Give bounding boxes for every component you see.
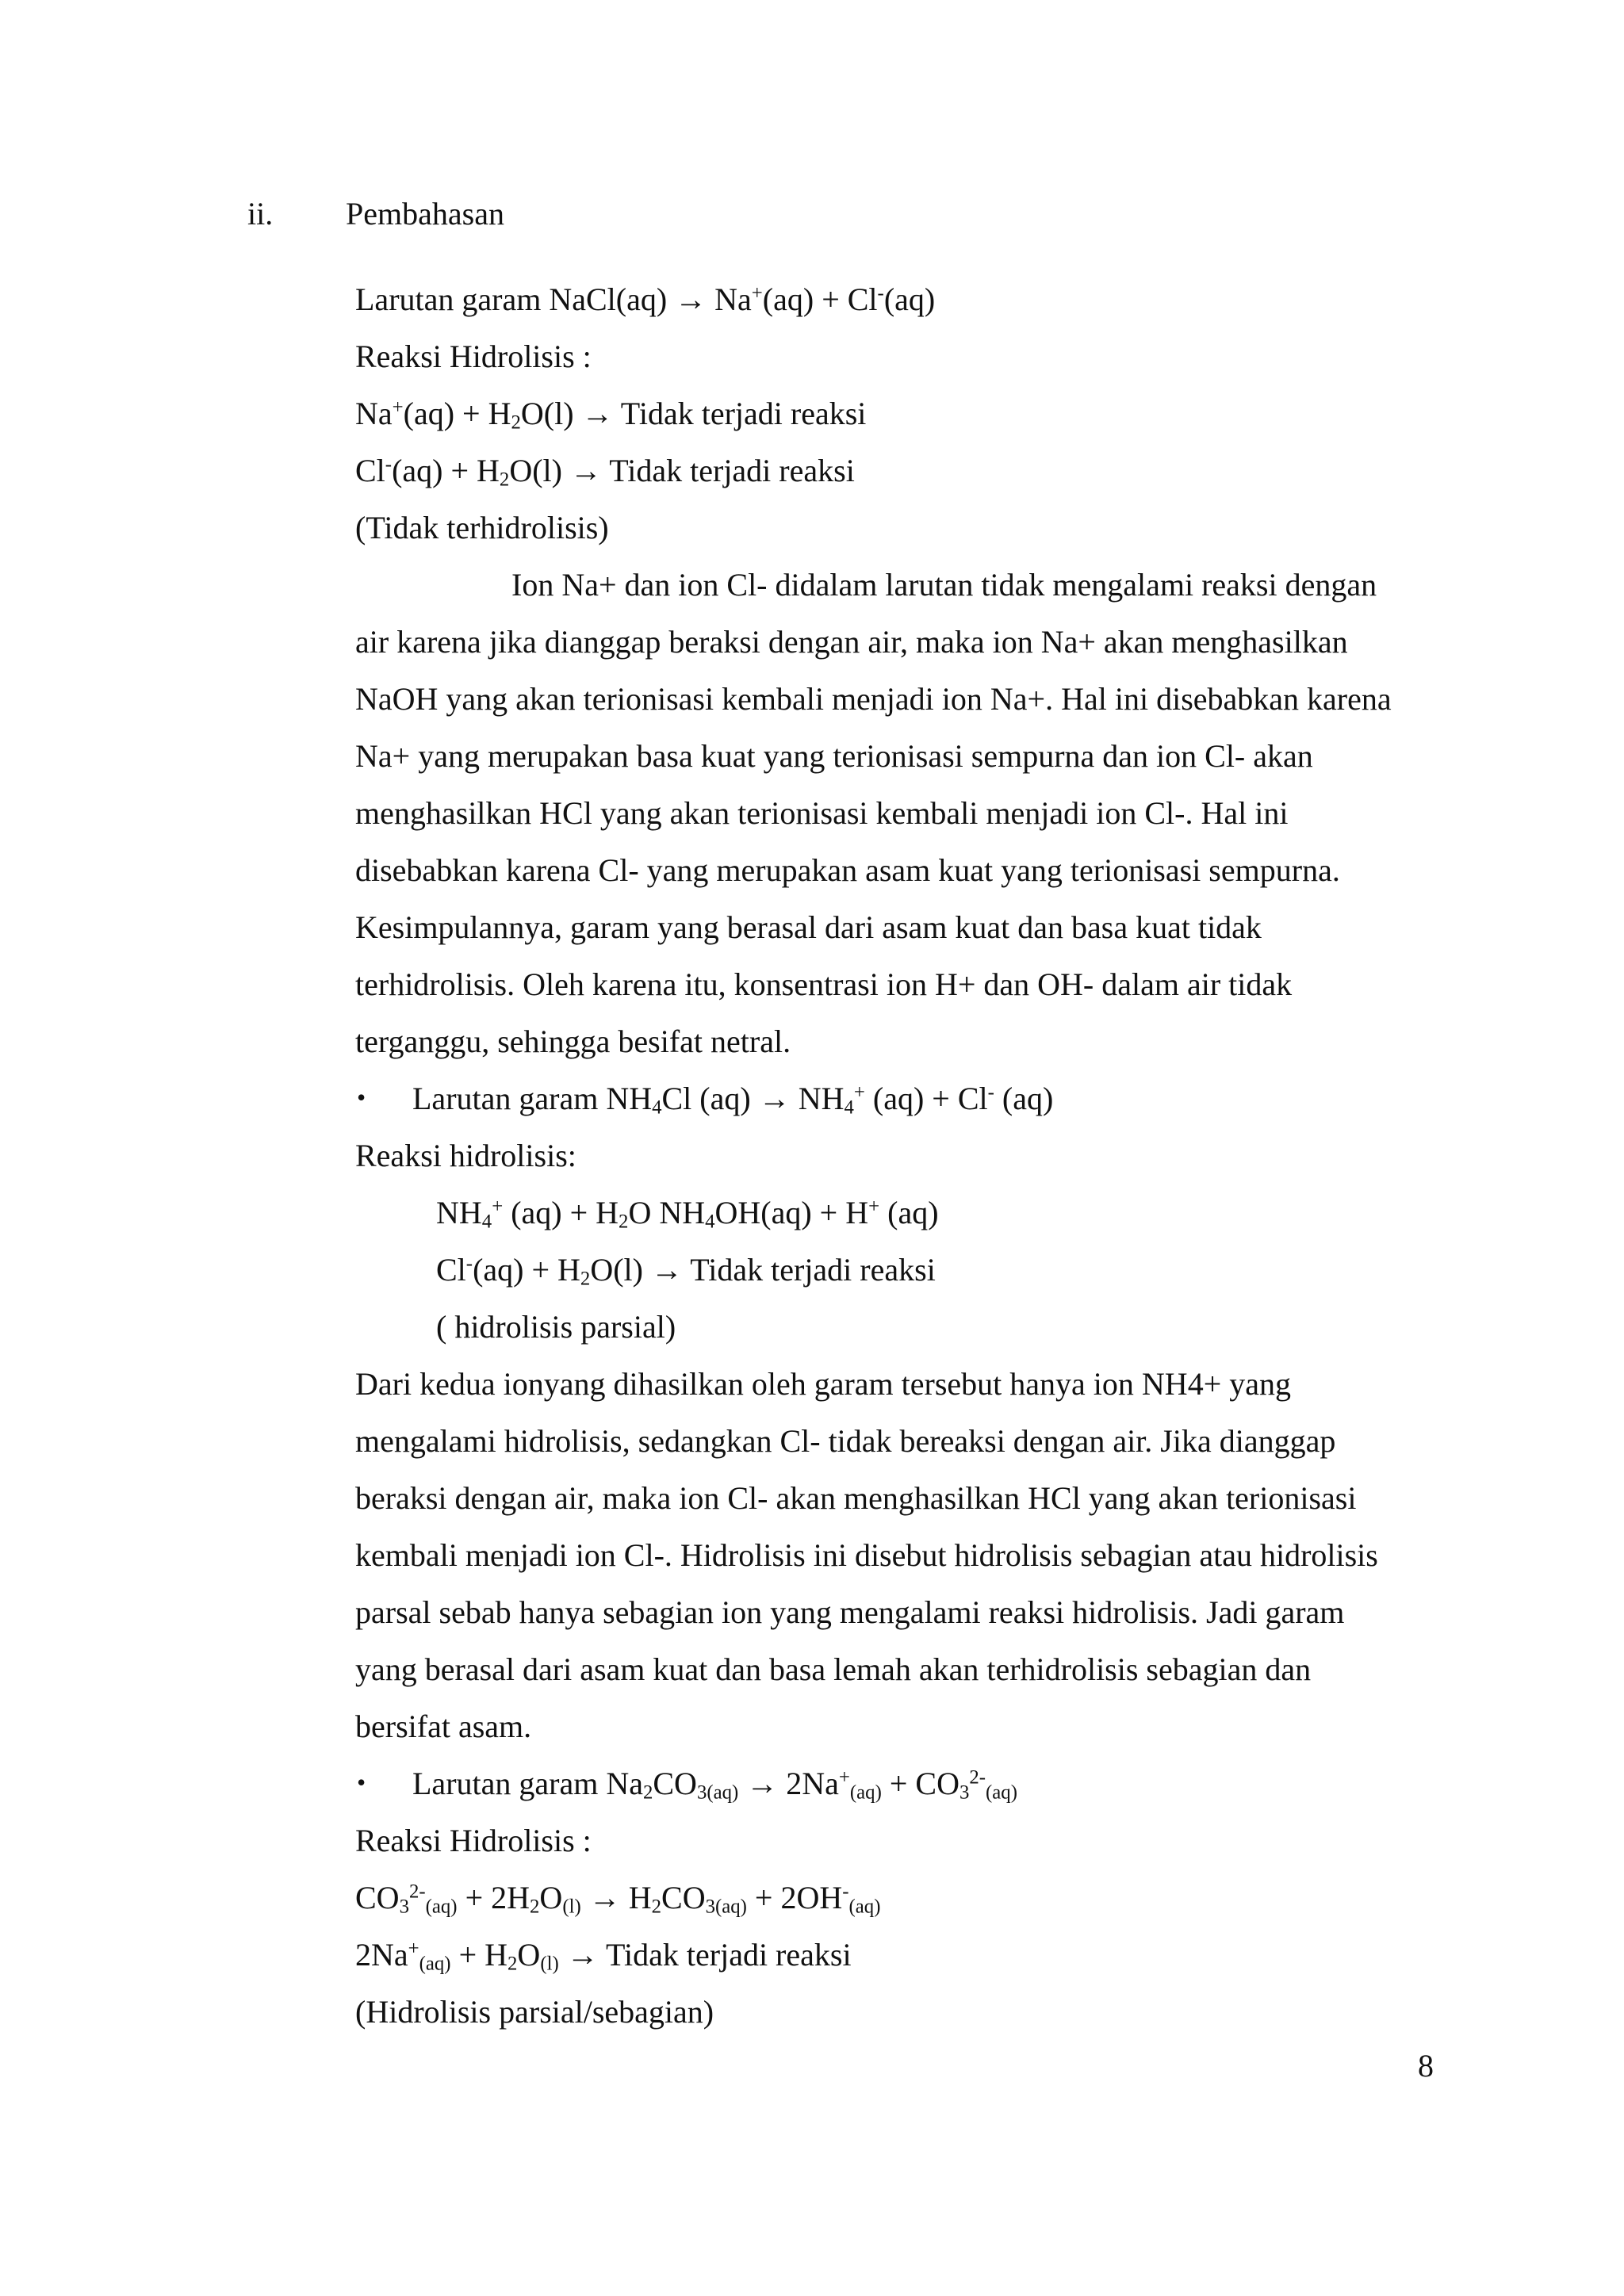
nacl-note: (Tidak terhidrolisis) [355, 510, 609, 545]
nacl-para-line: air karena jika dianggap beraksi dengan air, maka ion Na+ akan menghasilkan [355, 624, 1348, 660]
na2co3-dissociation: Larutan garam $Na_2CO_{3(aq)} \to 2Na^+_{(aq)} + CO_3^{2-}_{(aq)}$ [412, 1766, 1017, 1804]
na2co3-reaction-1: $CO_3^{2-}_{(aq)} + 2H_2O_{(l)} \to H_2CO_{3(aq)} + 2OH^-_{(aq)}$ [355, 1880, 881, 1918]
nacl-reaction-2: $Cl^-(aq) + H_2O(l)$ → Tidak terjadi reaksi [355, 453, 855, 491]
na2co3-reaction-2: $2Na^+_{(aq)} + H_2O_{(l)}$ → Tidak terjadi reaksi [355, 1937, 852, 1975]
nh4cl-para-line: mengalami hidrolisis, sedangkan Cl- tidak bereaksi dengan air. Jika dianggap [355, 1423, 1336, 1459]
nacl-reaction-1: $Na^+(aq) + H_2O(l)$ → Tidak terjadi reaksi [355, 396, 867, 434]
nh4cl-reaction-2: $Cl^-(aq) + H_2O(l)$ → Tidak terjadi reaksi [436, 1252, 936, 1290]
bullet-na2co3: • [357, 1768, 366, 1797]
nacl-para-line: terganggu, sehingga besifat netral. [355, 1024, 791, 1059]
nacl-para-line: Kesimpulannya, garam yang berasal dari asam kuat dan basa kuat tidak [355, 909, 1262, 945]
nacl-para-line: Ion Na+ dan ion Cl- didalam larutan tidak mengalami reaksi dengan [511, 567, 1377, 603]
nacl-para-line: Na+ yang merupakan basa kuat yang terionisasi sempurna dan ion Cl- akan [355, 738, 1313, 774]
section-number: ii. [247, 196, 274, 232]
nh4cl-para-line: bersifat asam. [355, 1709, 532, 1744]
section-title: Pembahasan [346, 196, 504, 232]
nacl-para-line: terhidrolisis. Oleh karena itu, konsentrasi ion H+ dan OH- dalam air tidak [355, 966, 1293, 1002]
nh4cl-hydrolysis-heading: Reaksi hidrolisis: [355, 1138, 576, 1173]
na2co3-hydrolysis-heading: Reaksi Hidrolisis : [355, 1823, 592, 1858]
nh4cl-para-line: yang berasal dari asam kuat dan basa lemah akan terhidrolisis sebagian dan [355, 1651, 1312, 1687]
nh4cl-dissociation: Larutan garam $NH_4Cl$ $(aq) \to NH_4^+$ (aq) + Cl- (aq) [412, 1081, 1054, 1119]
nh4cl-para-line: parsal sebab hanya sebagian ion yang mengalami reaksi hidrolisis. Jadi garam [355, 1594, 1345, 1630]
nh4cl-para-line: beraksi dengan air, maka ion Cl- akan menghasilkan HCl yang akan terionisasi [355, 1480, 1357, 1516]
bullet-nh4cl: • [357, 1083, 366, 1112]
page-number: 8 [1418, 2048, 1434, 2084]
nh4cl-reaction-1: $NH_4^+$ $(aq) + H_2O$ $NH_4OH(aq) + H^+$ (aq) [436, 1195, 939, 1233]
nacl-dissociation: Larutan garam NaCl(aq) → Na+(aq) + Cl-(aq) [355, 281, 936, 317]
nacl-para-line: NaOH yang akan terionisasi kembali menjadi ion Na+. Hal ini disebabkan karena [355, 681, 1392, 717]
nh4cl-para-line: Dari kedua ionyang dihasilkan oleh garam tersebut hanya ion NH4+ yang [355, 1366, 1291, 1402]
na2co3-note: (Hidrolisis parsial/sebagian) [355, 1994, 714, 2030]
nacl-para-line: disebabkan karena Cl- yang merupakan asam kuat yang terionisasi sempurna. [355, 852, 1340, 888]
nh4cl-note: ( hidrolisis parsial) [436, 1309, 676, 1345]
nacl-para-line: menghasilkan HCl yang akan terionisasi kembali menjadi ion Cl-. Hal ini [355, 795, 1289, 831]
nh4cl-para-line: kembali menjadi ion Cl-. Hidrolisis ini disebut hidrolisis sebagian atau hidrolisis [355, 1537, 1378, 1573]
nacl-hydrolysis-heading: Reaksi Hidrolisis : [355, 339, 592, 374]
